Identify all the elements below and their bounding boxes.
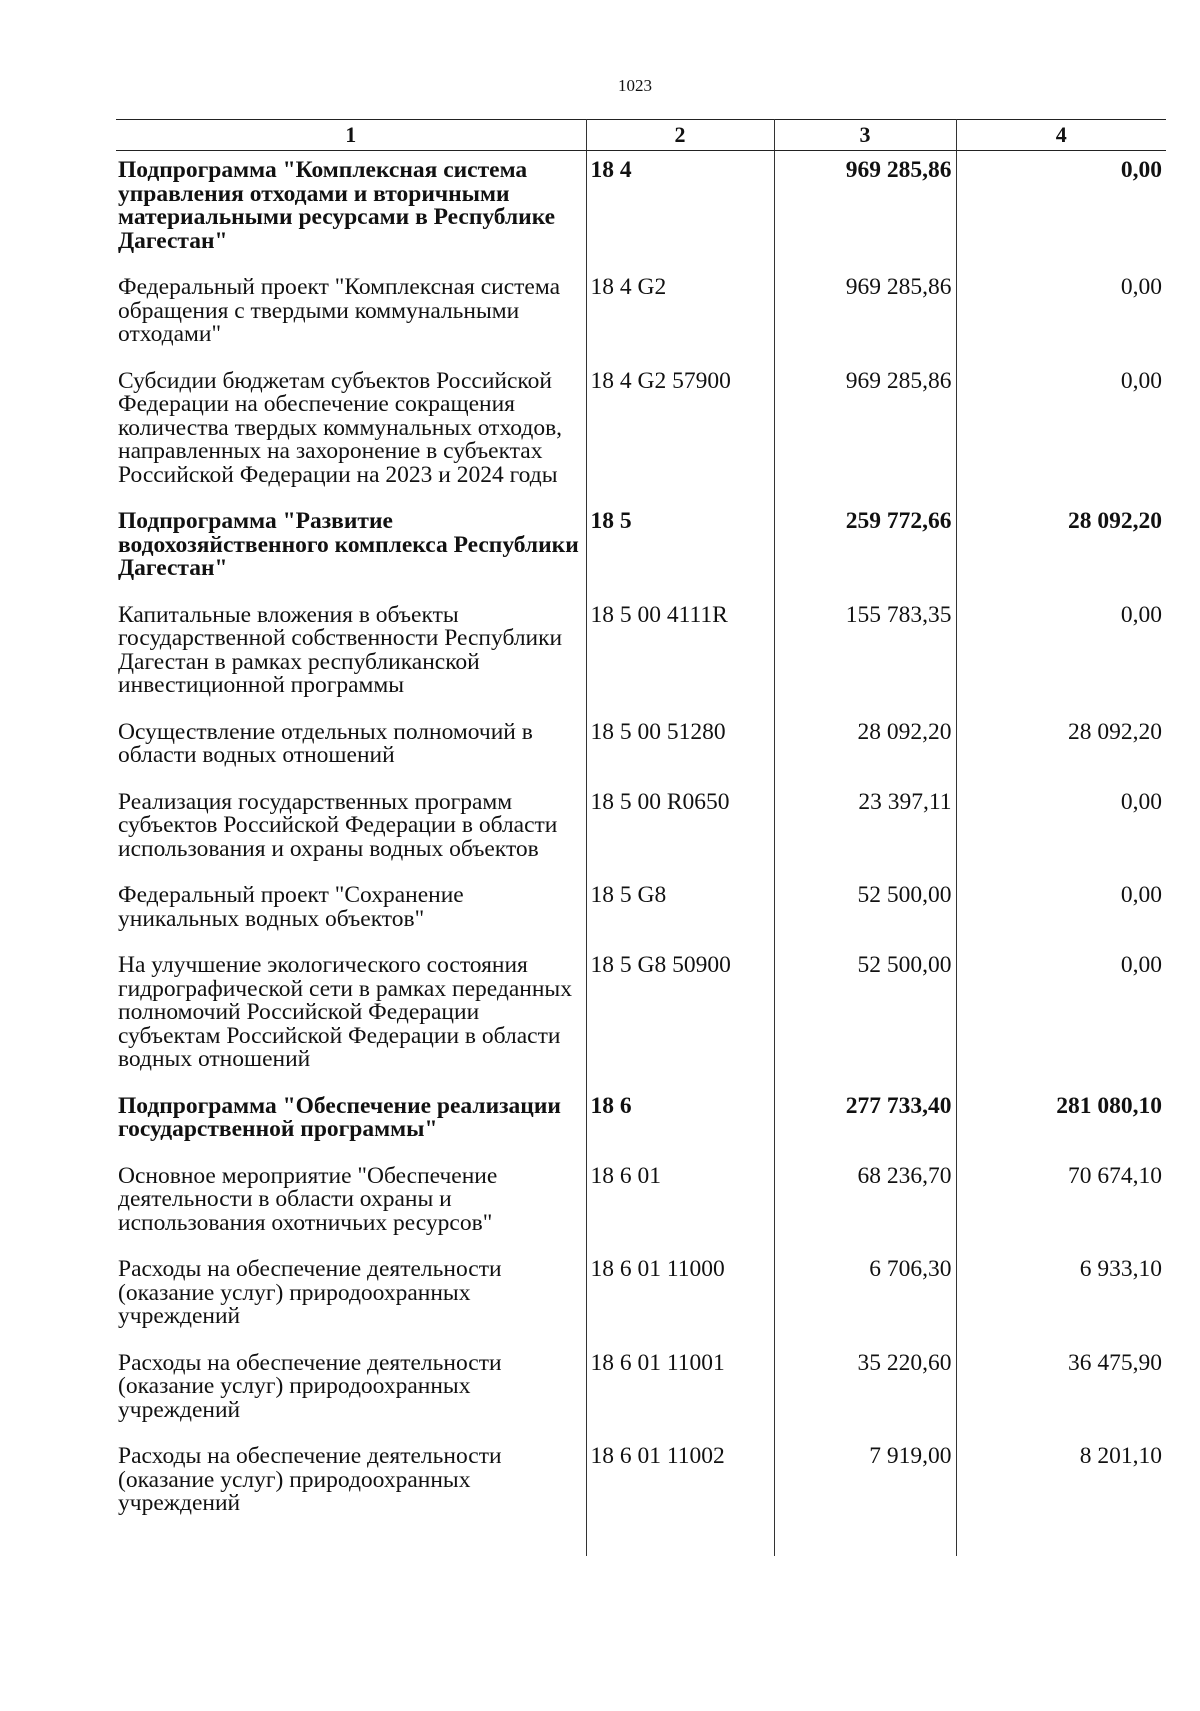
row-name-cell: Субсидии бюджетам субъектов Российской Федерации на обеспечение сокращения количества твердых коммунальных отходов, направленных на захоронение в субъектах Российской Федерации на 2023 и 2024 годы [116,359,586,500]
row-name-cell: Подпрограмма "Обеспечение реализации государственной программы" [116,1084,586,1154]
row-name-cell: На улучшение экологического состояния гидрографической сети в рамках переданных полномочий Российской Федерации субъектам Российской Федерации в области водных отношений [116,943,586,1084]
table-row [116,1154,1166,1248]
row-name-cell: Осуществление отдельных полномочий в области водных отношений [116,710,586,780]
row-code-cell: 18 4 G2 57900 [586,359,774,500]
table-header-row [116,120,1166,151]
row-name-cell: Расходы на обеспечение деятельности (оказание услуг) природоохранных учреждений [116,1434,586,1556]
row-value-col3-cell: 969 285,86 [774,359,956,500]
row-code-cell: 18 5 [586,499,774,593]
row-name-cell: Федеральный проект "Комплексная система обращения с твердыми коммунальными отходами" [116,265,586,359]
table-row [116,359,1166,500]
row-code-cell: 18 6 01 [586,1154,774,1248]
row-name-cell: Расходы на обеспечение деятельности (оказание услуг) природоохранных учреждений [116,1341,586,1435]
table-row [116,265,1166,359]
row-value-col3-cell: 52 500,00 [774,943,956,1084]
table-row [116,1084,1166,1154]
row-name-cell: Капитальные вложения в объекты государственной собственности Республики Дагестан в рамках республиканской инвестиционной программы [116,593,586,710]
row-code-cell: 18 4 G2 [586,265,774,359]
row-value-col3-cell: 969 285,86 [774,151,956,266]
row-value-col4-cell: 0,00 [956,873,1166,943]
row-value-col3-cell: 7 919,00 [774,1434,956,1556]
table-row [116,1434,1166,1556]
row-value-col4-cell: 0,00 [956,780,1166,874]
table-row [116,593,1166,710]
column-header-1: 1 [116,120,586,151]
row-value-col3-cell: 969 285,86 [774,265,956,359]
row-value-col4-cell: 0,00 [956,943,1166,1084]
column-header-4: 4 [956,120,1166,151]
row-name-cell: Федеральный проект "Сохранение уникальных водных объектов" [116,873,586,943]
page-number: 1023 [618,76,652,95]
row-name-cell: Основное мероприятие "Обеспечение деятельности в области охраны и использования охотничьих ресурсов" [116,1154,586,1248]
row-code-cell: 18 5 00 R0650 [586,780,774,874]
table-row [116,1341,1166,1435]
row-name-cell: Реализация государственных программ субъектов Российской Федерации в области использования и охраны водных объектов [116,780,586,874]
table-row [116,943,1166,1084]
column-header-2: 2 [586,120,774,151]
row-name-cell: Расходы на обеспечение деятельности (оказание услуг) природоохранных учреждений [116,1247,586,1341]
row-value-col4-cell: 6 933,10 [956,1247,1166,1341]
row-value-col4-cell: 0,00 [956,265,1166,359]
row-value-col4-cell: 281 080,10 [956,1084,1166,1154]
row-value-col4-cell: 8 201,10 [956,1434,1166,1556]
row-value-col3-cell: 23 397,11 [774,780,956,874]
table-row [116,1247,1166,1341]
table-row [116,151,1166,266]
row-code-cell: 18 5 G8 [586,873,774,943]
row-code-cell: 18 6 01 11002 [586,1434,774,1556]
row-value-col4-cell: 28 092,20 [956,710,1166,780]
table-row [116,873,1166,943]
table-body [116,151,1166,1556]
table-row [116,710,1166,780]
row-code-cell: 18 6 01 11000 [586,1247,774,1341]
table-row [116,499,1166,593]
row-value-col4-cell: 36 475,90 [956,1341,1166,1435]
row-value-col3-cell: 28 092,20 [774,710,956,780]
row-value-col4-cell: 28 092,20 [956,499,1166,593]
row-value-col4-cell: 0,00 [956,593,1166,710]
row-value-col4-cell: 0,00 [956,359,1166,500]
row-value-col3-cell: 259 772,66 [774,499,956,593]
row-value-col4-cell: 0,00 [956,151,1166,266]
budget-table [116,119,1166,1556]
row-code-cell: 18 6 [586,1084,774,1154]
row-value-col3-cell: 155 783,35 [774,593,956,710]
table-row [116,780,1166,874]
row-value-col3-cell: 277 733,40 [774,1084,956,1154]
row-value-col3-cell: 35 220,60 [774,1341,956,1435]
row-value-col3-cell: 6 706,30 [774,1247,956,1341]
column-header-3: 3 [774,120,956,151]
row-value-col4-cell: 70 674,10 [956,1154,1166,1248]
row-value-col3-cell: 68 236,70 [774,1154,956,1248]
row-code-cell: 18 6 01 11001 [586,1341,774,1435]
row-value-col3-cell: 52 500,00 [774,873,956,943]
row-code-cell: 18 5 G8 50900 [586,943,774,1084]
row-name-cell: Подпрограмма "Комплексная система управления отходами и вторичными материальными ресурсами в Республике Дагестан" [116,151,586,266]
row-code-cell: 18 5 00 51280 [586,710,774,780]
row-code-cell: 18 5 00 4111R [586,593,774,710]
row-code-cell: 18 4 [586,151,774,266]
row-name-cell: Подпрограмма "Развитие водохозяйственного комплекса Республики Дагестан" [116,499,586,593]
